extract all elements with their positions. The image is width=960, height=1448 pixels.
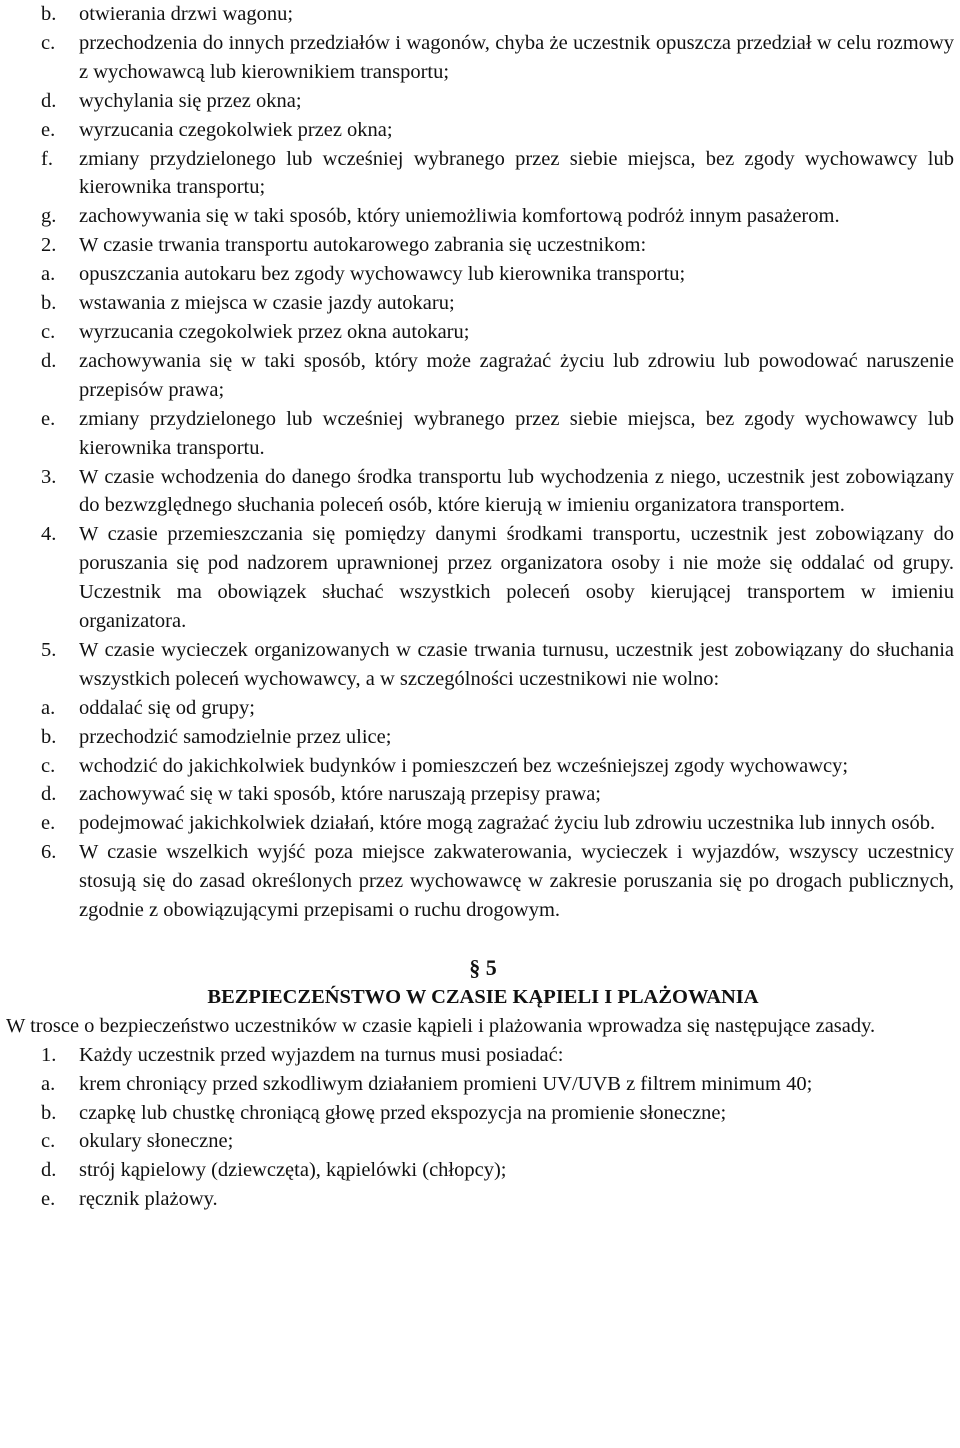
list-item-text: strój kąpielowy (dziewczęta), kąpielówki (chłopcy); <box>79 1159 507 1182</box>
list-marker: 2. <box>41 234 57 257</box>
list-marker: c. <box>41 754 56 777</box>
list-item <box>0 723 960 752</box>
list-item <box>0 1127 960 1156</box>
list-marker: b. <box>41 292 57 315</box>
list-item-text: zachowywania się w taki sposób, który może zagrażać życiu lub zdrowiu lub powodować naruszenie przepisów prawa; <box>79 349 954 401</box>
list-item <box>0 318 960 347</box>
list-item-text: opuszczania autokaru bez zgody wychowawcy lub kierownika transportu; <box>79 263 686 286</box>
list-item <box>0 347 960 405</box>
list-item-text: ręcznik plażowy. <box>79 1188 218 1211</box>
list-item <box>0 780 960 809</box>
list-item <box>0 1099 960 1128</box>
list-item-text: W czasie przemieszczania się pomiędzy danymi środkami transportu, uczestnik jest zobowiązany do poruszania się pod nadzorem uprawnionej przez organizatora osoby i nie może się oddalać od grupy. Uczestnik ma obowiązek słuchać wszystkich poleceń osoby kierującej transportem w imieniu organizatora. <box>79 523 954 633</box>
list-item <box>0 0 960 29</box>
list-marker: a. <box>41 1072 56 1095</box>
list-marker: 1. <box>41 1043 57 1066</box>
list-item <box>0 289 960 318</box>
list-marker: c. <box>41 1130 56 1153</box>
list-item <box>0 838 960 925</box>
list-item <box>0 116 960 145</box>
section-number: § 5 <box>469 955 497 980</box>
list-marker: a. <box>41 263 56 286</box>
list-marker: b. <box>41 1101 57 1124</box>
list-marker: b. <box>41 3 57 25</box>
list-item <box>0 1185 960 1214</box>
list-marker: d. <box>41 349 57 372</box>
list-item-text: podejmować jakichkolwiek działań, które mogą zagrażać życiu lub zdrowiu uczestnika lub innych osób. <box>79 812 936 835</box>
list-marker: e. <box>41 118 56 141</box>
list-marker: f. <box>41 147 53 170</box>
list-item <box>0 636 960 694</box>
list-item <box>0 1041 960 1070</box>
list-item <box>0 520 960 636</box>
list-item-text: W czasie trwania transportu autokarowego zabrania się uczestnikom: <box>79 234 647 257</box>
list-marker: c. <box>41 31 56 54</box>
list-marker: d. <box>41 1159 57 1182</box>
section-title: BEZPIECZEŃSTWO W CZASIE KĄPIELI I PLAŻOWANIA <box>207 985 759 1008</box>
list-item-text: W czasie wszelkich wyjść poza miejsce zakwaterowania, wycieczek i wyjazdów, wszyscy uczestnicy stosują się do zasad określonych przez wychowawcę w zakresie poruszania się po drogach publicznych, zgodnie z obowiązującymi przepisami o ruchu drogowym. <box>79 841 954 922</box>
list-item <box>0 1156 960 1185</box>
list-item-text: wychylania się przez okna; <box>79 89 302 112</box>
list-marker: d. <box>41 89 57 112</box>
list-item <box>0 694 960 723</box>
list-item-text: otwierania drzwi wagonu; <box>79 3 294 25</box>
list-item-text: wstawania z miejsca w czasie jazdy autokaru; <box>79 292 455 315</box>
list-marker: d. <box>41 783 57 806</box>
list-item <box>0 87 960 116</box>
list-item-text: zachowywać się w taki sposób, które naruszają przepisy prawa; <box>79 783 601 806</box>
list-item-text: czapkę lub chustkę chroniącą głowę przed ekspozycja na promienie słoneczne; <box>79 1101 727 1124</box>
list-item <box>0 1070 960 1099</box>
list-item <box>0 463 960 521</box>
list-item <box>0 752 960 781</box>
list-item-text: zmiany przydzielonego lub wcześniej wybranego przez siebie miejsca, bez zgody wychowawcy lub kierownika transportu. <box>79 407 954 459</box>
list-item-text: oddalać się od grupy; <box>79 696 255 719</box>
list-item-text: zachowywania się w taki sposób, który uniemożliwia komfortową podróż innym pasażerom. <box>79 205 840 228</box>
list-marker: 6. <box>41 841 57 864</box>
list-marker: e. <box>41 407 56 430</box>
section-intro: W trosce o bezpieczeństwo uczestników w czasie kąpieli i plażowania wprowadza się następujące zasady. <box>6 1014 876 1037</box>
list-item-text: Każdy uczestnik przed wyjazdem na turnus musi posiadać: <box>79 1043 564 1066</box>
list-marker: e. <box>41 812 56 835</box>
list-item-text: przechodzenia do innych przedziałów i wagonów, chyba że uczestnik opuszcza przedział w celu rozmowy z wychowawcą lub kierownikiem transportu; <box>79 31 954 83</box>
list-item <box>0 809 960 838</box>
list-marker: c. <box>41 320 56 343</box>
list-item-text: zmiany przydzielonego lub wcześniej wybranego przez siebie miejsca, bez zgody wychowawcy lub kierownika transportu; <box>79 147 954 199</box>
list-marker: 5. <box>41 638 57 661</box>
list-item-text: wyrzucania czegokolwiek przez okna autokaru; <box>79 320 470 343</box>
list-item-text: krem chroniący przed szkodliwym działaniem promieni UV/UVB z filtrem minimum 40; <box>79 1072 813 1095</box>
list-marker: b. <box>41 725 57 748</box>
list-item <box>0 231 960 260</box>
list-item <box>0 260 960 289</box>
list-item-text: W czasie wchodzenia do danego środka transportu lub wychodzenia z niego, uczestnik jest zobowiązany do bezwzględnego słuchania poleceń osób, które kierują w imieniu organizatora transportem. <box>79 465 954 517</box>
list-item <box>0 405 960 463</box>
list-marker: g. <box>41 205 57 228</box>
list-item-text: okulary słoneczne; <box>79 1130 234 1153</box>
list-marker: 4. <box>41 523 57 546</box>
beach-rules-list <box>0 1041 960 1214</box>
list-item <box>0 145 960 203</box>
list-item-text: wchodzić do jakichkolwiek budynków i pomieszczeń bez wcześniejszej zgody wychowawcy; <box>79 754 849 777</box>
list-item <box>0 202 960 231</box>
list-marker: a. <box>41 696 56 719</box>
list-marker: 3. <box>41 465 57 488</box>
list-item <box>0 29 960 87</box>
list-item-text: wyrzucania czegokolwiek przez okna; <box>79 118 393 141</box>
list-item-text: przechodzić samodzielnie przez ulice; <box>79 725 392 748</box>
list-marker: e. <box>41 1188 56 1211</box>
list-item-text: W czasie wycieczek organizowanych w czasie trwania turnusu, uczestnik jest zobowiązany do słuchania wszystkich poleceń wychowawcy, a w szczególności uczestnikowi nie wolno: <box>79 638 954 690</box>
